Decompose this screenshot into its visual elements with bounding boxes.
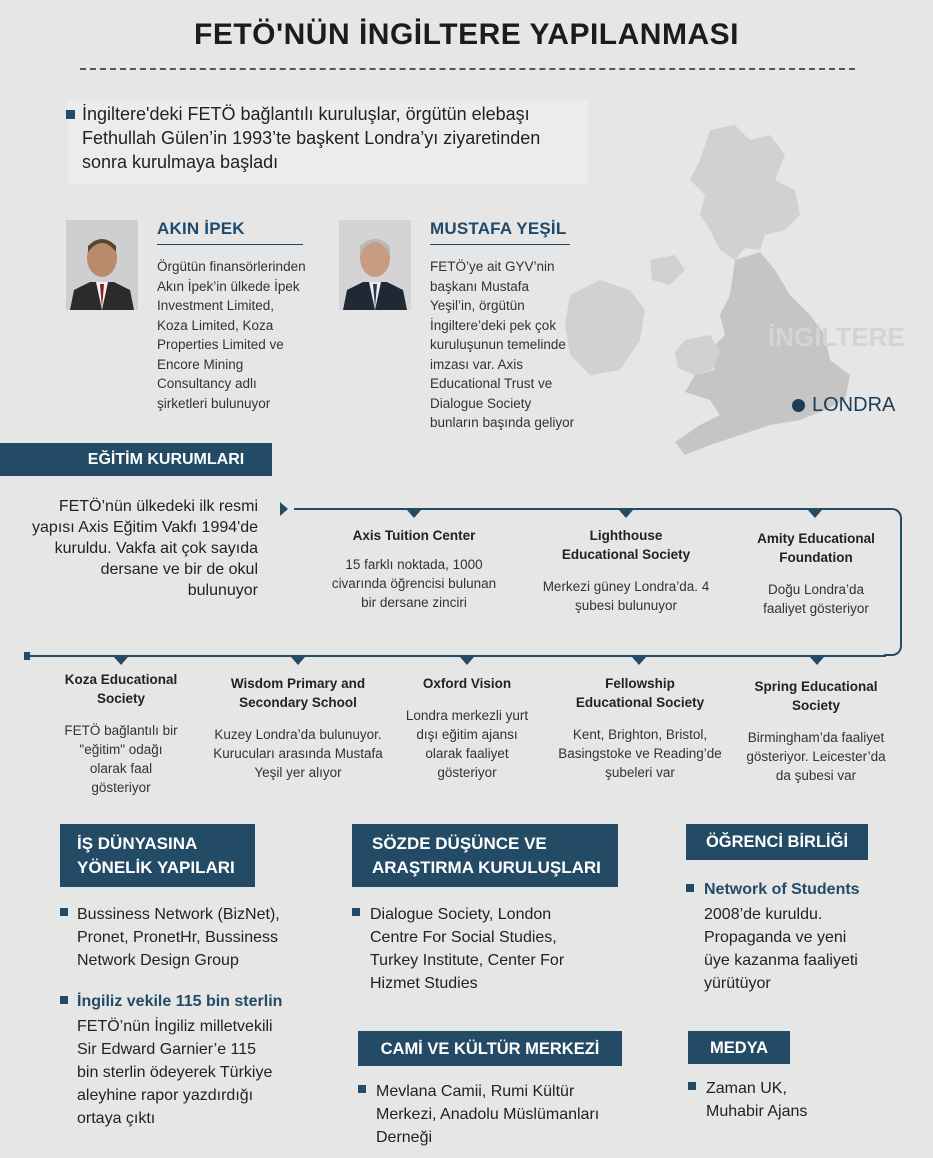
institution-koza (31, 670, 211, 797)
thinktank-item: Dialogue Society, London Centre For Social Studies, Turkey Institute, Center For Hizmet Studies (370, 906, 565, 992)
education-intro: FETÖ’nün ülkedeki ilk resmi yapısı Axis Eğitim Vakfı 1994'de kuruldu. Vakfa ait çok sayıda dersane ve bir de okul bulunuyor (32, 498, 258, 599)
timeline-line-1 (294, 508, 892, 510)
akin-ipek-photo (66, 220, 138, 310)
institution-name: Oxford Vision (422, 676, 512, 691)
business-item-head: İngiliz vekile 115 bin sterlin (77, 993, 283, 1010)
media-bullet (688, 1082, 696, 1090)
london-label: LONDRA (812, 394, 896, 416)
timeline-marker (619, 510, 633, 518)
person-desc-mustafa-yesil: FETÖ’ye ait GYV’nin başkanı Mustafa Yeşil’in, örgütün İngiltere’deki pek çok kuruluşunun temelinde imzası var. Axis Educational Trust ve Dialogue Society bunların başında geliyor (430, 259, 575, 430)
timeline-marker (460, 657, 474, 665)
mosque-banner: CAMİ VE KÜLTÜR MERKEZİ (358, 1031, 622, 1066)
person-rule (430, 244, 570, 245)
person-name-akin-ipek: AKIN İPEK (157, 219, 245, 238)
person-rule (157, 244, 303, 245)
institution-axis (324, 526, 504, 612)
institution-name: Spring Educational Society (754, 679, 878, 713)
mustafa-yesil-photo (339, 220, 411, 310)
person-desc-akin-ipek: Örgütün finansörlerinden Akın İpek’in ülkede İpek Investment Limited, Koza Limited, Koza Properties Limited ve Encore Mining Consultancy adlı şirketleri bulunuyor (157, 259, 306, 411)
business-bullet (60, 908, 68, 916)
institution-wisdom (208, 674, 388, 782)
student-bullet (686, 884, 694, 892)
student-item-text: 2008’de kuruldu. Propaganda ve yeni üye kazanma faaliyeti yürütüyor (704, 906, 858, 992)
institution-fellowship (550, 674, 730, 782)
scotland-shape (690, 125, 800, 260)
map-country-label: İNGİLTERE (768, 322, 905, 352)
timeline-marker (407, 510, 421, 518)
intro-bullet (66, 110, 75, 119)
timeline-line-2 (30, 655, 886, 657)
business-item-text: FETÖ’nün İngiliz milletvekili Sir Edward Garnier’e 115 bin sterlin ödeyerek Türkiye aleyhine rapor yazdırdığı ortaya çıktı (77, 1018, 273, 1127)
institution-desc: FETÖ bağlantılı bir "eğitim" odağı olarak faal gösteriyor (64, 723, 178, 795)
institution-lighthouse (536, 526, 716, 615)
timeline-marker (810, 657, 824, 665)
student-item-head: Network of Students (704, 881, 860, 898)
institution-name: Wisdom Primary and Secondary School (230, 676, 366, 710)
northern-ireland-shape (650, 255, 685, 285)
institution-name: Koza Educational Society (64, 672, 178, 706)
uk-map (560, 120, 900, 470)
institution-desc: Birmingham’da faaliyet gösteriyor. Leicester’da da şubesi var (746, 730, 886, 783)
ireland-shape (565, 280, 645, 375)
london-marker (792, 399, 805, 412)
institution-desc: Merkezi güney Londra’da. 4 şubesi bulunuyor (542, 579, 710, 613)
institution-desc: Kuzey Londra’da bulunuyor. Kurucuları arasında Mustafa Yeşil yer alıyor (213, 727, 383, 780)
mosque-item: Mevlana Camii, Rumi Kültür Merkezi, Anadolu Müslümanları Derneği (376, 1083, 600, 1146)
timeline-arrow (280, 502, 288, 516)
institution-desc: Londra merkezli yurt dışı eğitim ajansı olarak faaliyet gösteriyor (405, 708, 529, 780)
education-banner: EĞİTİM KURUMLARI (60, 443, 272, 476)
media-banner: MEDYA (688, 1031, 790, 1064)
business-bullet (60, 996, 68, 1004)
timeline-marker (291, 657, 305, 665)
timeline-marker (114, 657, 128, 665)
wales-shape (675, 335, 720, 375)
timeline-marker (632, 657, 646, 665)
institution-amity (726, 529, 906, 618)
business-banner: İŞ DÜNYASINA YÖNELİK YAPILARI (60, 824, 255, 887)
thinktank-bullet (352, 908, 360, 916)
business-item: Bussiness Network (BizNet), Pronet, PronetHr, Bussiness Network Design Group (77, 906, 280, 969)
institution-desc: 15 farklı noktada, 1000 civarında öğrencisi bulunan bir dersane zinciri (331, 557, 497, 610)
mosque-bullet (358, 1085, 366, 1093)
intro-text: İngiltere'deki FETÖ bağlantılı kuruluşlar, örgütün elebaşı Fethullah Gülen’in 1993’te başkent Londra’yı ziyaretinden sonra kurulmaya başladı (82, 104, 541, 172)
institution-oxford (377, 674, 557, 782)
media-item: Zaman UK, Muhabir Ajans (706, 1080, 808, 1120)
institution-desc: Doğu Londra’da faaliyet gösteriyor (763, 582, 869, 616)
student-banner: ÖĞRENCİ BİRLİĞİ (686, 824, 868, 860)
thinktank-banner: SÖZDE DÜŞÜNCE VE ARAŞTIRMA KURULUŞLARI (352, 824, 618, 887)
institution-name: Lighthouse Educational Society (561, 528, 691, 562)
institution-name: Fellowship Educational Society (575, 676, 705, 710)
institution-spring (726, 677, 906, 785)
title-divider (80, 68, 855, 70)
institution-name: Axis Tuition Center (352, 528, 476, 543)
page-title: FETÖ'NÜN İNGİLTERE YAPILANMASI (194, 18, 739, 51)
timeline-marker (808, 510, 822, 518)
institution-name: Amity Educational Foundation (757, 531, 875, 565)
person-name-mustafa-yesil: MUSTAFA YEŞİL (430, 219, 567, 238)
institution-desc: Kent, Brighton, Bristol, Basingstoke ve Reading’de şubeleri var (558, 727, 722, 780)
